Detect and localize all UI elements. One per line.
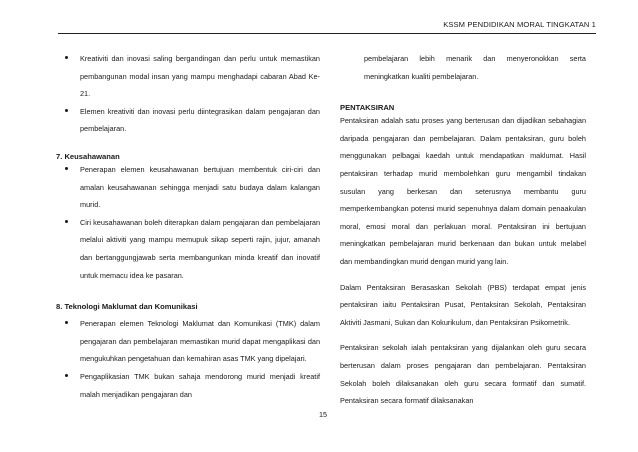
bullet-dot-icon: [65, 56, 68, 59]
header-rule: [58, 33, 596, 34]
right-column: [340, 50, 586, 410]
bullet-text: Ciri keusahawanan boleh diterapkan dalam pengajaran dan pembelajaran melalui aktiviti yang mampu memupuk sikap seperti rajin, jujur, amanah dan bertanggungjawab serta membangunkan minda kreatif dan inovatif untuk memacu idea ke pasaran.: [80, 217, 320, 280]
list-item: [62, 368, 320, 403]
continuation-text: pembelajaran lebih menarik dan menyeronokkan serta meningkatkan kualiti pembelajaran.: [364, 54, 586, 81]
bullet-text: Penerapan elemen Teknologi Maklumat dan Komunikasi (TMK) dalam pengajaran dan pembelajaran memastikan murid dapat mengaplikasi dan mengukuhkan pengetahuan dan kemahiran asas TMK yang dipelajari.: [80, 319, 320, 364]
bullet-dot-icon: [65, 374, 68, 377]
left-column: [56, 50, 320, 403]
section-heading-tmk: 8. Teknologi Maklumat dan Komunikasi: [56, 302, 198, 312]
bullet-text: Pengaplikasian TMK bukan sahaja mendorong murid menjadi kreatif malah menjadikan pengajaran dan: [80, 371, 320, 399]
list-item: [62, 315, 320, 368]
list-item: [62, 161, 320, 214]
bullet-dot-icon: [65, 167, 68, 170]
bullet-dot-icon: [65, 109, 68, 112]
bullet-list-keusahawanan: [62, 161, 320, 284]
paragraph-pentaksiran-3: Pentaksiran sekolah ialah pentaksiran yang dijalankan oleh guru secara berterusan dalam proses pengajaran dan pembelajaran. Pentaksiran Sekolah boleh dilaksanakan oleh guru secara formatif dan sumatif. Pentaksiran secara formatif dilaksanakan: [340, 343, 586, 406]
bullet-dot-icon: [65, 321, 68, 324]
page-number: 15: [319, 410, 327, 419]
bullet-text: Elemen kreativiti dan inovasi perlu diintegrasikan dalam pengajaran dan pembelajaran.: [80, 106, 320, 134]
paragraph-pentaksiran-2: Dalam Pentaksiran Berasaskan Sekolah (PBS) terdapat empat jenis pentaksiran iaitu Pentaksiran Pusat, Pentaksiran Sekolah, Pentaksiran Aktiviti Jasmani, Sukan dan Kokurikulum, dan Pentaksiran Psikometrik.: [340, 282, 586, 327]
bullet-list-tmk: [62, 315, 320, 403]
bullet-dot-icon: [65, 220, 68, 223]
bullet-text: Kreativiti dan inovasi saling bergandingan dan perlu untuk memastikan pembangunan modal insan yang mampu menghadapi cabaran Abad Ke-21.: [80, 54, 320, 99]
section-heading-pentaksiran: PENTAKSIRAN: [340, 103, 395, 113]
section-heading-keusahawanan: 7. Keusahawanan: [56, 151, 120, 161]
list-item: [62, 50, 320, 103]
list-item: [62, 214, 320, 284]
page-header-title: KSSM PENDIDIKAN MORAL TINGKATAN 1: [443, 20, 596, 29]
paragraph-pentaksiran-1: Pentaksiran adalah satu proses yang berterusan dan dijadikan sebahagian daripada pengajaran dan pembelajaran. Dalam pentaksiran, guru boleh menggunakan pelbagai kaedah untuk mendapatkan maklumat. Hasil pentaksiran terhadap murid membolehkan guru mengambil tindakan susulan yang berkesan dan seterusnya membantu guru memperkembangkan potensi murid sepenuhnya dalam domain penaakulan moral, emosi moral dan perlakuan moral. Pentaksiran ini bertujuan meningkatkan pembelajaran murid berkenaan dan bukan untuk melabel dan membandingkan murid dengan murid yang lain.: [340, 116, 586, 266]
bullet-list-creativity: [62, 50, 320, 138]
bullet-text: Penerapan elemen keusahawanan bertujuan membentuk ciri-ciri dan amalan keusahawanan sehingga menjadi satu budaya dalam kalangan murid.: [80, 164, 320, 210]
list-item: [62, 103, 320, 138]
